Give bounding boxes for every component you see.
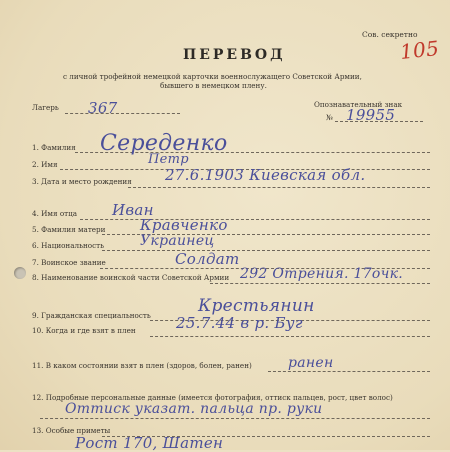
field-11-value: ранен xyxy=(288,355,334,371)
document-title: ПЕРЕВОД xyxy=(183,47,286,63)
field-12-value: Оттиск указат. пальца пр. руки xyxy=(65,401,323,417)
field-8-value: 292 Отрения. 17очк. xyxy=(240,266,404,282)
field-4-line xyxy=(80,219,430,220)
field-13-value: Рост 170, Шатен xyxy=(75,434,224,452)
field-8-line xyxy=(210,283,430,284)
field-3-label: 3. Дата и место рождения xyxy=(32,177,132,186)
field-12-label: 12. Подробные персональные данные (имеется фотография, оттиск пальцев, рост, цвет волос) xyxy=(32,393,393,402)
field-6-label: 6. Национальность xyxy=(32,241,105,250)
field-4-value: Иван xyxy=(112,201,154,219)
field-5-label: 5. Фамилия матери xyxy=(32,225,106,234)
subtitle-line-2: бывшего в немецком плену. xyxy=(160,81,267,90)
field-6-value: Украинец xyxy=(140,233,215,249)
tag-num-label: № xyxy=(326,113,333,122)
field-5-value: Кравченко xyxy=(140,216,228,234)
field-1-value: Середенко xyxy=(100,131,228,156)
field-12-line xyxy=(40,418,430,419)
field-10-value: 25.7.44 в р. Буг xyxy=(176,314,303,332)
camp-line xyxy=(65,113,180,114)
subtitle-line-1: с личной трофейной немецкой карточки военнослужащего Советской Армии, xyxy=(63,72,362,81)
field-7-label: 7. Воинское звание xyxy=(32,258,106,267)
field-4-label: 4. Имя отца xyxy=(32,209,78,218)
field-7-value: Солдат xyxy=(175,250,240,268)
field-9-label: 9. Гражданская специальность xyxy=(32,311,151,320)
field-2-label: 2. Имя xyxy=(32,160,58,169)
field-6-line xyxy=(102,250,430,251)
field-8-label: 8. Наименование воинской части Советской Армии xyxy=(32,273,230,282)
field-9-value: Крестьянин xyxy=(198,296,315,316)
field-11-label: 11. В каком состоянии взят в плен (здоров, болен, ранен) xyxy=(32,361,252,370)
field-1-label: 1. Фамилия xyxy=(32,143,76,152)
tag-value: 19955 xyxy=(346,106,396,124)
field-13-label: 13. Особые приметы xyxy=(32,426,111,435)
field-3-line xyxy=(128,187,430,188)
tag-label: Опознавательный знак xyxy=(314,100,403,109)
secret-stamp: Сов. секретно xyxy=(362,30,418,39)
camp-label: Лагерь xyxy=(32,103,59,112)
camp-value: 367 xyxy=(88,99,118,117)
field-10-line xyxy=(150,336,430,337)
field-11-line xyxy=(268,371,430,372)
field-3-value: 27.6.1903 Киевская обл. xyxy=(165,166,366,184)
field-10-label: 10. Когда и где взят в плен xyxy=(32,326,136,335)
document-number: 105 xyxy=(398,36,441,64)
field-2-value: Петр xyxy=(148,152,189,167)
punch-hole xyxy=(14,267,26,279)
